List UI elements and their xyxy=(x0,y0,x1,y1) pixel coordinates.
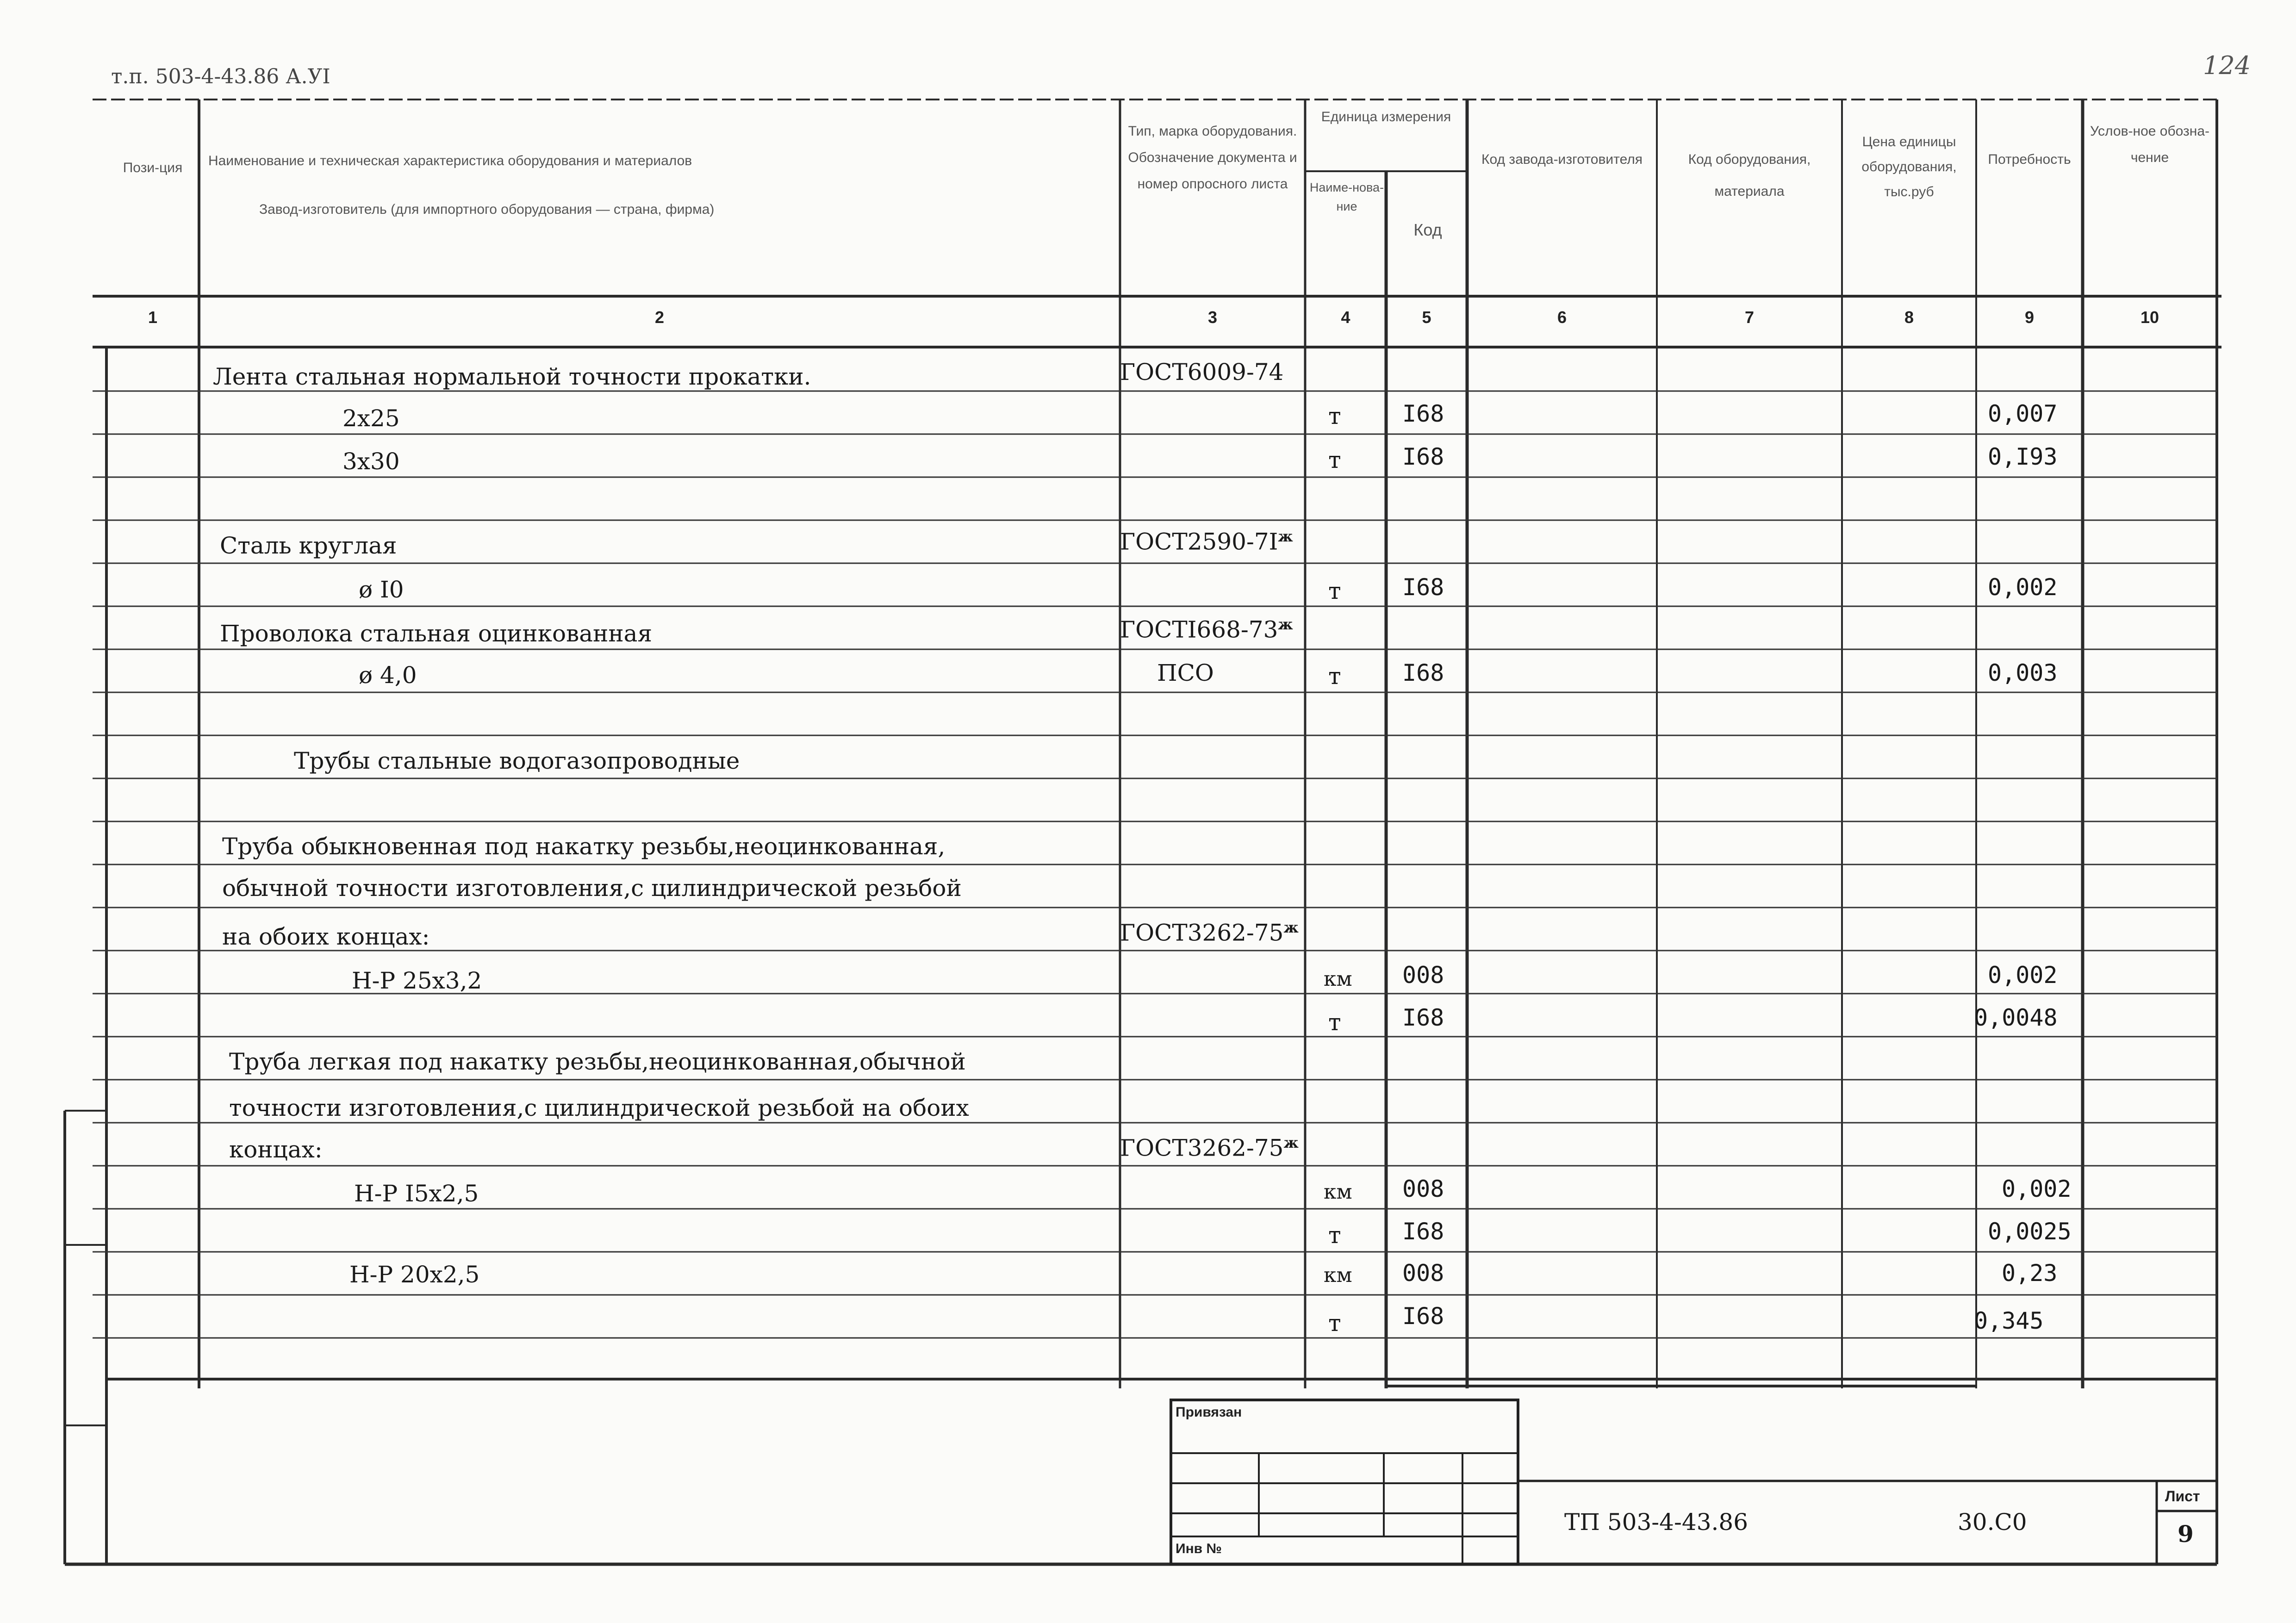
item-quantity: 0,002 xyxy=(1988,574,2058,601)
item-unit-code: I68 xyxy=(1402,1303,1444,1330)
col-number: 10 xyxy=(2140,308,2159,327)
item-unit-code: I68 xyxy=(1402,1218,1444,1245)
item-name: на обоих концах: xyxy=(222,923,430,950)
header-name-line2: Завод-изготовитель (для импортного оборудования — страна, фирма) xyxy=(259,202,715,217)
item-unit: км xyxy=(1324,1180,1352,1204)
top-reference: т.п. 503-4-43.86 А.УI xyxy=(111,65,330,88)
item-name: 3х30 xyxy=(342,448,400,475)
stamp-mark: ж xyxy=(1278,528,1293,545)
item-unit: т xyxy=(1328,403,1341,429)
item-doc-code: ГОСТ6009-74 xyxy=(1120,359,1284,386)
item-doc-code: $ГОСТI668-73^ж$ xyxy=(1120,616,1293,643)
item-unit: т xyxy=(1328,1009,1341,1036)
header-unit-code: Код xyxy=(1413,220,1442,239)
item-unit-code: 008 xyxy=(1402,962,1444,989)
col-number: 7 xyxy=(1744,308,1755,327)
item-unit: км xyxy=(1324,967,1352,991)
item-name: обычной точности изготовления,с цилиндрической резьбой xyxy=(222,875,962,902)
item-unit-code: I68 xyxy=(1402,400,1444,427)
header-maker-code: Код завода-изготовителя xyxy=(1481,152,1643,167)
item-quantity: 0,007 xyxy=(1988,400,2058,427)
item-name: Н-Р 20х2,5 xyxy=(349,1261,480,1288)
item-unit-code: I68 xyxy=(1402,1004,1444,1031)
item-unit: т xyxy=(1328,578,1341,604)
col-number: 3 xyxy=(1207,308,1218,327)
item-quantity: 0,002 xyxy=(1988,962,2058,989)
section-code: 30.С0 xyxy=(1958,1509,2027,1536)
item-quantity: 0,345 xyxy=(1974,1307,2044,1334)
item-quantity: 0,I93 xyxy=(1988,443,2058,470)
item-unit-code: I68 xyxy=(1402,659,1444,686)
bound-label: Привязан xyxy=(1176,1405,1242,1420)
item-quantity: 0,003 xyxy=(1988,659,2058,686)
item-unit: т xyxy=(1328,1222,1341,1249)
item-unit: т xyxy=(1328,1310,1341,1337)
item-name: концах: xyxy=(229,1136,323,1163)
item-name: Труба обыкновенная под накатку резьбы,неоцинкованная, xyxy=(222,833,946,860)
header-name-line1: Наименование и техническая характеристика оборудования и материалов xyxy=(208,153,692,168)
header-equip-code: Код оборудования, материала xyxy=(1688,152,1811,199)
item-quantity: 0,002 xyxy=(2002,1175,2072,1202)
item-unit-code: I68 xyxy=(1402,574,1444,601)
item-name: Лента стальная нормальной точности прокатки. xyxy=(213,363,811,390)
item-section-title: Трубы стальные водогазопроводные xyxy=(294,747,740,774)
header-unit: Единица измерения xyxy=(1321,109,1451,124)
col-number: 9 xyxy=(2024,308,2035,327)
header-unit-name: Наиме-нова-ние xyxy=(1309,180,1384,213)
item-quantity: 0,23 xyxy=(2002,1260,2058,1287)
item-name: Н-Р I5х2,5 xyxy=(354,1180,479,1207)
col-number: 4 xyxy=(1341,308,1350,327)
item-doc-code: $ГОСТ3262-75^ж$ xyxy=(1120,1134,1299,1162)
item-unit: т xyxy=(1328,663,1341,690)
item-unit-code: I68 xyxy=(1402,443,1444,470)
item-doc-code: $ГОСТ3262-75^ж$ xyxy=(1120,919,1299,946)
title-block-lines xyxy=(1171,1400,2217,1564)
item-doc-code: $ГОСТ2590-7I^ж$ xyxy=(1120,528,1293,555)
item-quantity: 0,0025 xyxy=(1988,1218,2072,1245)
stamp-mark: ж xyxy=(1283,919,1299,936)
item-unit-code: 008 xyxy=(1402,1175,1444,1202)
item-name: ø I0 xyxy=(359,576,404,603)
header-position: Пози-ция xyxy=(123,160,183,175)
sheet-label: Лист xyxy=(2165,1488,2200,1505)
item-unit: км xyxy=(1324,1263,1352,1287)
inventory-label: Инв № xyxy=(1176,1541,1222,1556)
page-mark: 124 xyxy=(2203,51,2251,80)
document-code: ТП 503-4-43.86 xyxy=(1564,1509,1748,1536)
item-name: Проволока стальная оцинкованная xyxy=(220,620,653,647)
item-name: точности изготовления,с цилиндрической резьбой на обоих xyxy=(229,1094,969,1121)
item-name: ø 4,0 xyxy=(359,662,417,689)
header-symbol: Услов-ное обозна-чение xyxy=(2090,124,2209,165)
col-number: 8 xyxy=(1904,308,1914,327)
col-number: 6 xyxy=(1557,308,1567,327)
item-name: Н-Р 25х3,2 xyxy=(352,967,482,994)
stamp-mark: ж xyxy=(1278,616,1293,633)
item-unit-code: 008 xyxy=(1402,1260,1444,1287)
item-doc-code: ПСО xyxy=(1157,659,1214,686)
item-name: Труба легкая под накатку резьбы,неоцинкованная,обычной xyxy=(229,1048,966,1075)
header-type: Тип, марка оборудования. Обозначение документа и номер опросного листа xyxy=(1128,124,1297,192)
item-unit: т xyxy=(1328,447,1341,473)
col-number: 2 xyxy=(654,308,665,327)
header-quantity: Потребность xyxy=(1988,152,2071,167)
item-name: 2х25 xyxy=(342,405,400,432)
col-number: 1 xyxy=(148,308,158,327)
stamp-mark: ж xyxy=(1283,1134,1299,1151)
header-price: Цена единицы оборудования, тыс.руб xyxy=(1861,134,1957,199)
col-number: 5 xyxy=(1422,308,1431,327)
item-name: Сталь круглая xyxy=(220,532,397,559)
item-quantity: 0,0048 xyxy=(1974,1004,2058,1031)
sheet-number: 9 xyxy=(2178,1520,2194,1548)
